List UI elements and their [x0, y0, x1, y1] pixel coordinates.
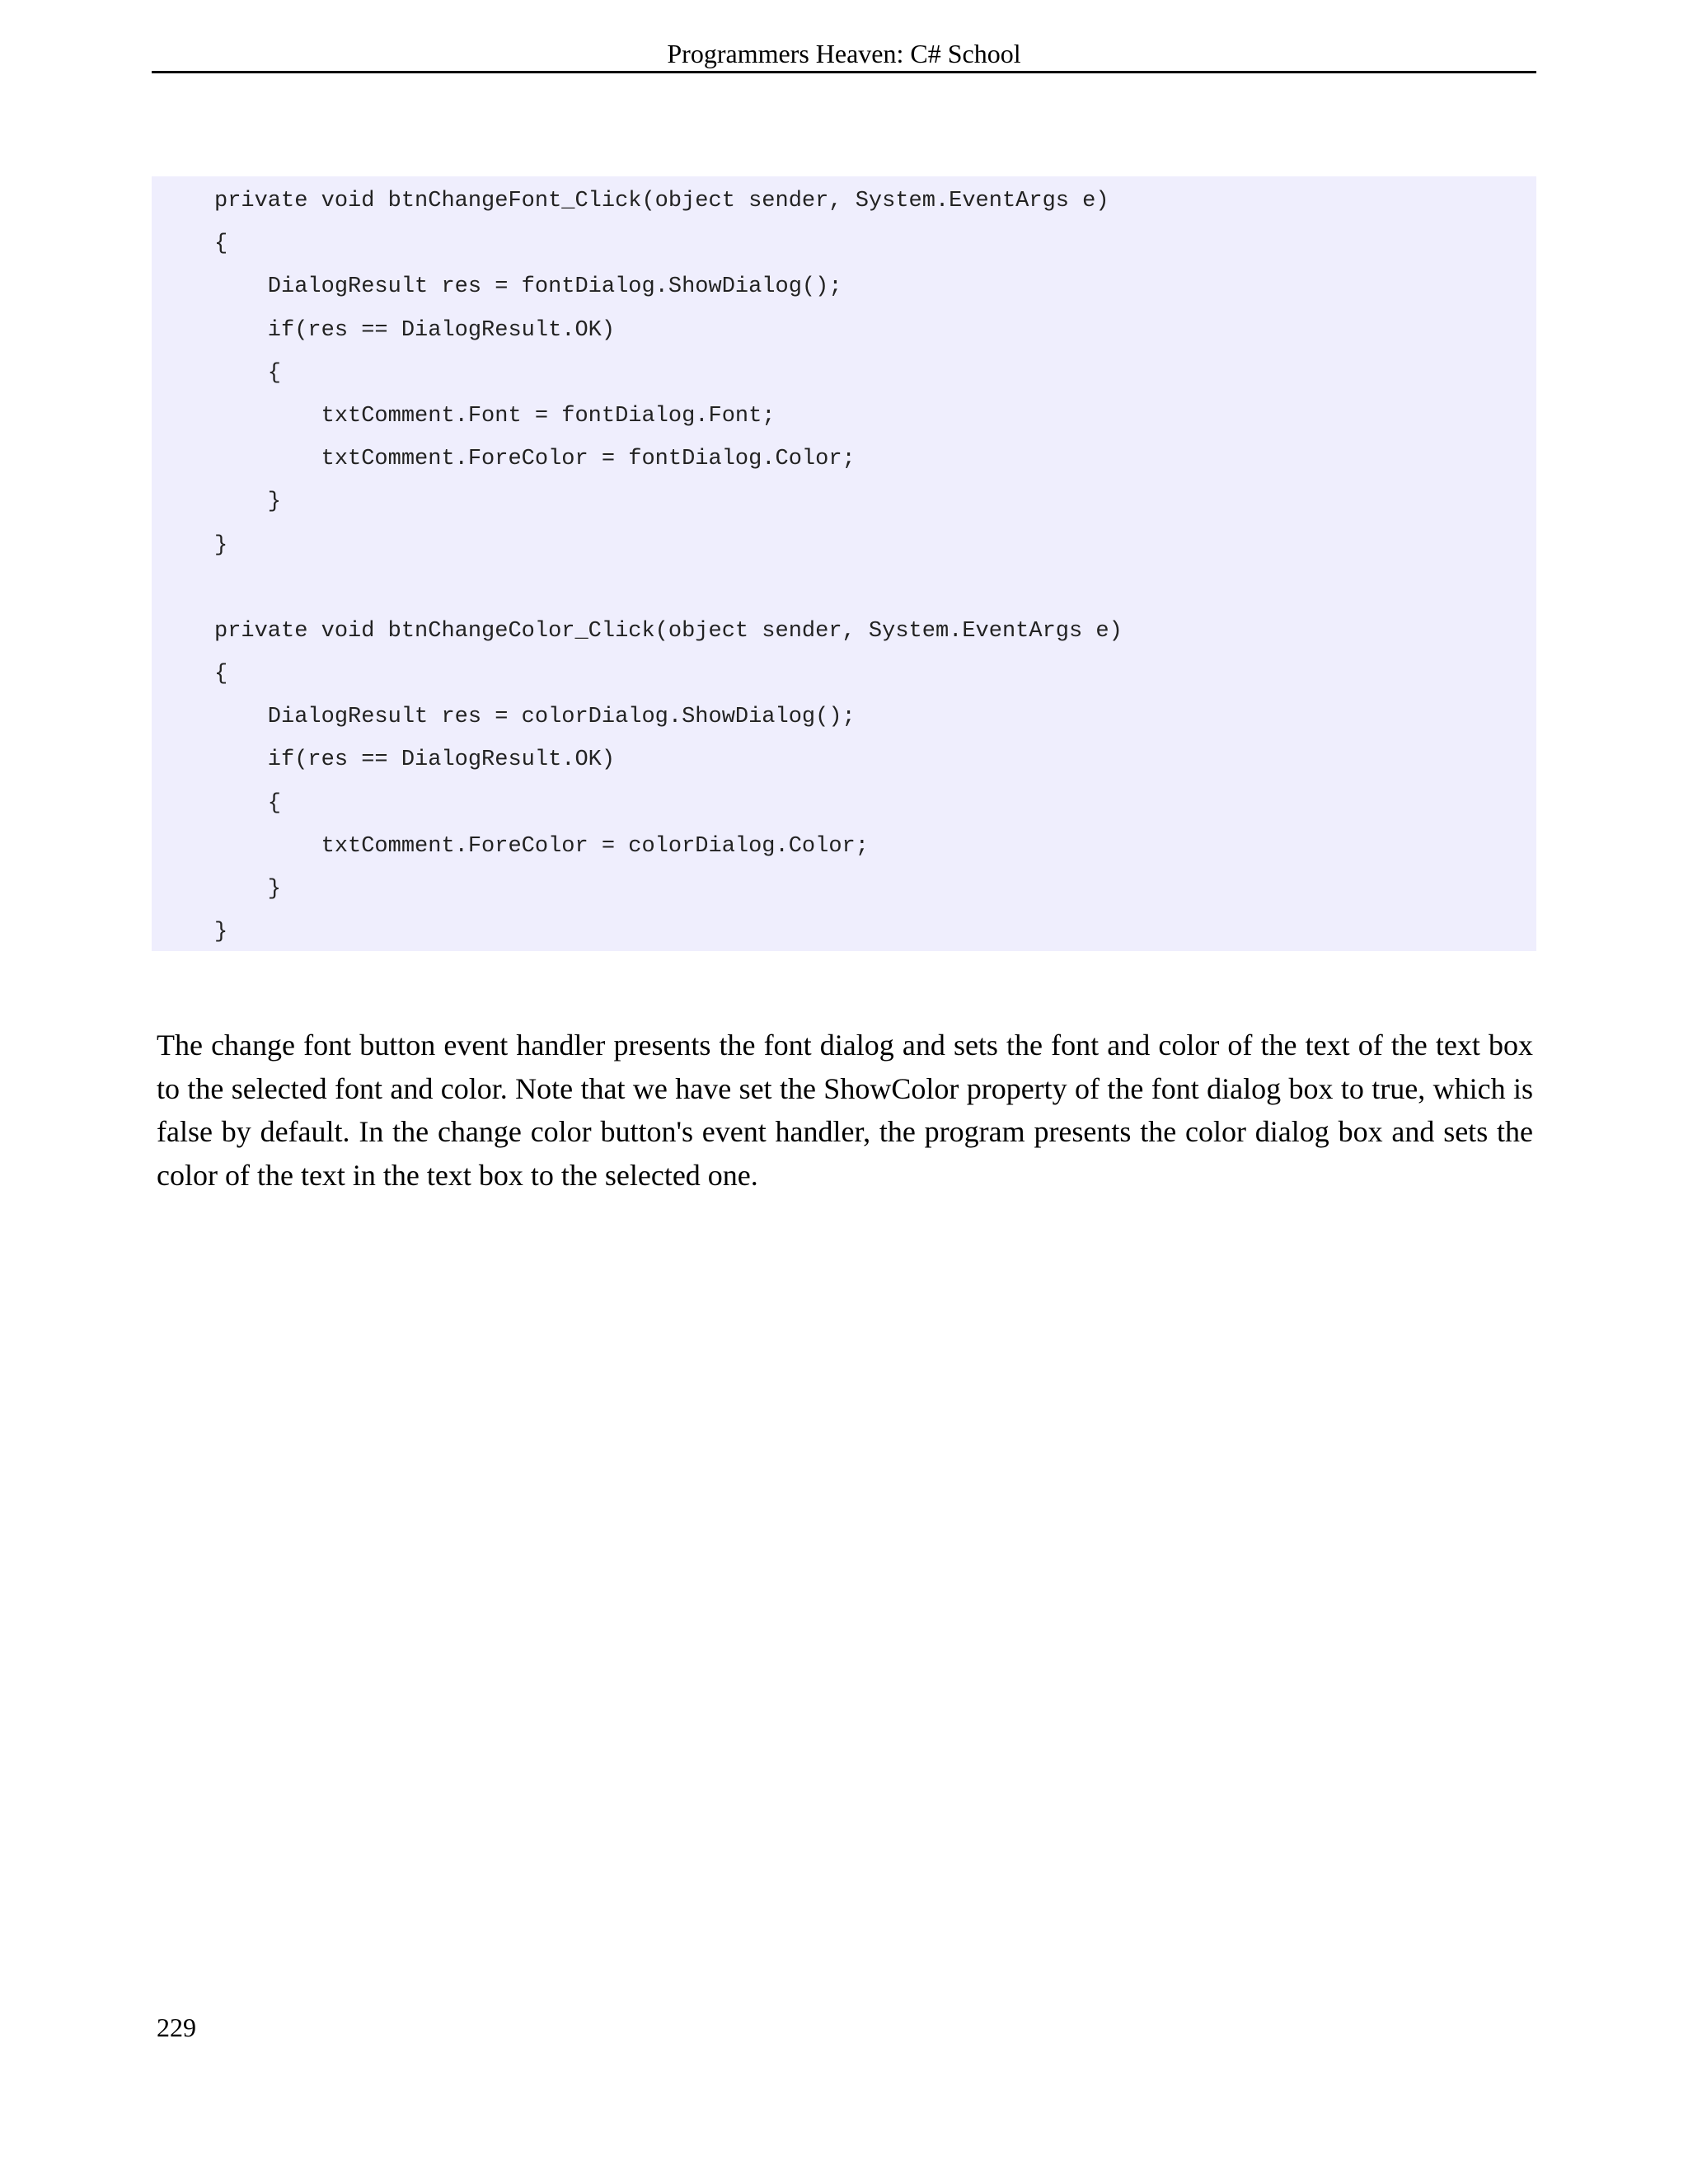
code-line: private void btnChangeFont_Click(object sender, System.EventArgs e) [214, 189, 1109, 213]
code-line: txtComment.Font = fontDialog.Font; [214, 403, 776, 429]
code-line: } [214, 490, 282, 515]
code-line: } [214, 532, 228, 558]
body-paragraph: The change font button event handler presents the font dialog and sets the font and color of the text of the text box to the selected font and color. Note that we have set the ShowColor property of the font dialog box to true, which is false by default. In the change color button's event handler, the program presents the color dialog box and sets the color of the text in the text box to the selected one. [157, 1029, 1533, 1192]
code-line: txtComment.ForeColor = fontDialog.Color; [214, 447, 856, 472]
code-line: } [214, 877, 282, 902]
code-line: DialogResult res = fontDialog.ShowDialog(); [214, 274, 842, 300]
code-line: if(res == DialogResult.OK) [214, 317, 616, 343]
code-line: { [214, 662, 228, 687]
code-line: if(res == DialogResult.OK) [214, 748, 616, 773]
code-line: private void btnChangeColor_Click(object sender, System.EventArgs e) [214, 618, 1123, 644]
page-number: 229 [157, 2013, 196, 2042]
header-title: Programmers Heaven: C# School [667, 39, 1021, 68]
code-line: txtComment.ForeColor = colorDialog.Color; [214, 833, 869, 859]
code-line: } [214, 920, 228, 945]
code-line: { [214, 232, 228, 257]
code-line [152, 567, 1536, 610]
code-line: { [214, 360, 282, 386]
page-header [152, 36, 1536, 73]
code-line: DialogResult res = colorDialog.ShowDialog(); [214, 705, 856, 730]
code-line: { [214, 790, 282, 816]
code-block [152, 176, 1536, 951]
